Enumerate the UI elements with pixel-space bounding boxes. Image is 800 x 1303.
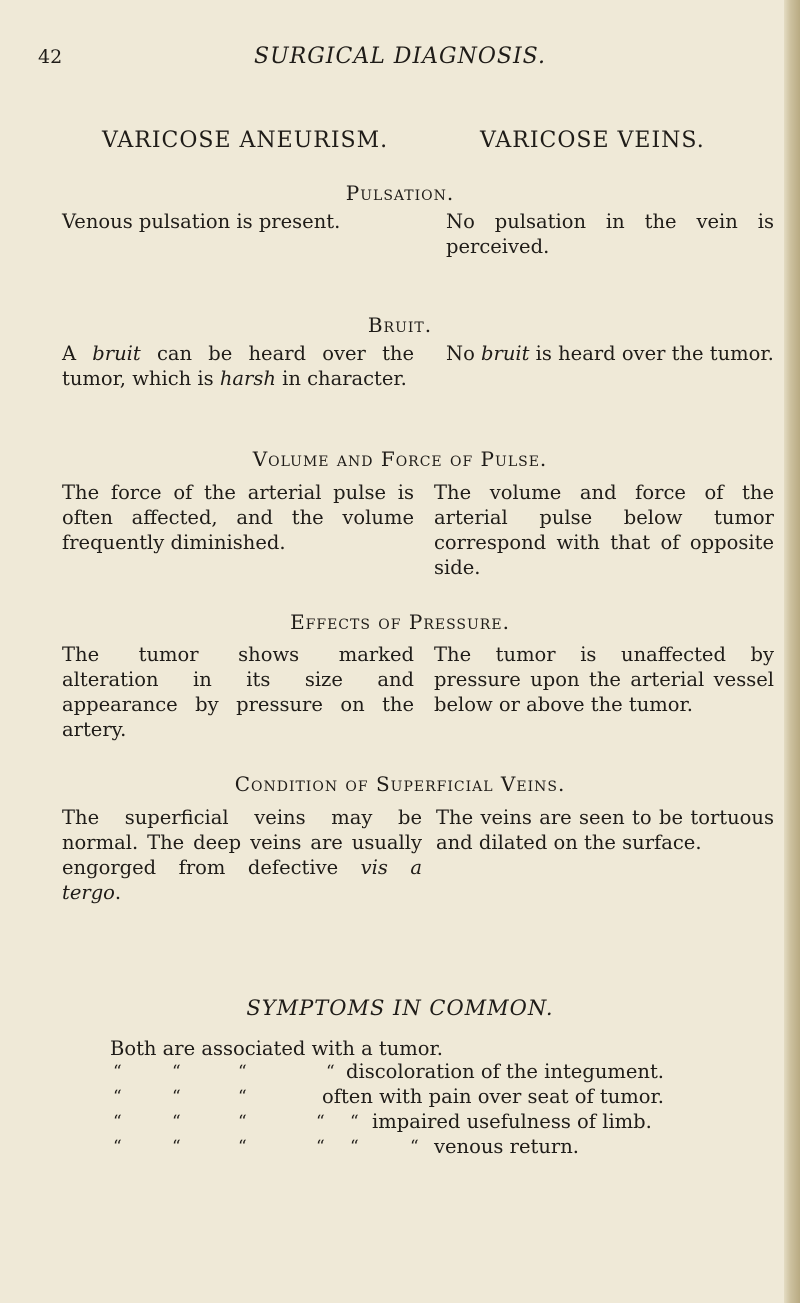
running-head: SURGICAL DIAGNOSIS. [254, 44, 546, 69]
ditto-mark: “ [238, 1062, 247, 1082]
ditto-mark: “ [113, 1137, 122, 1157]
ditto-mark: “ [172, 1137, 181, 1157]
volume-force-left-text: The force of the arterial pulse is often affected, and the volume frequently diminished. [62, 481, 414, 554]
effects-pressure-right-text: The tumor is unaffected by pressure upon the arterial vessel below or above the tumor. [434, 643, 774, 716]
ditto-mark: “ [113, 1112, 122, 1132]
common-first-line: Both are associated with a tumor. [110, 1037, 443, 1060]
pulsation-right-text: No pulsation in the vein is perceived. [446, 210, 774, 258]
ditto-mark: “ [172, 1062, 181, 1082]
common-line-2: often with pain over seat of tumor. [322, 1085, 664, 1108]
symptoms-in-common-title: SYMPTOMS IN COMMON. [246, 996, 554, 1020]
page-number: 42 [38, 46, 63, 68]
ditto-mark: “ [350, 1137, 359, 1157]
pulsation-left-text: Venous pulsation is present. [62, 210, 341, 233]
ditto-mark: “ [350, 1112, 359, 1132]
ditto-mark: “ [410, 1137, 419, 1157]
ditto-mark: “ [316, 1112, 325, 1132]
volume-force-right-text: The volume and force of the arterial pulse below tumor correspond with that of opposite side. [434, 481, 774, 579]
section-title-volume-force: Volume and Force of Pulse. [252, 447, 548, 471]
ditto-mark: “ [326, 1062, 335, 1082]
effects-pressure-left-text: The tumor shows marked alteration in its size and appearance by pressure on the artery. [62, 643, 414, 741]
ditto-mark: “ [238, 1112, 247, 1132]
ditto-mark: “ [113, 1087, 122, 1107]
superficial-veins-left-text: The superficial veins may be normal. The deep veins are usually engorged from defective vis a tergo. [62, 806, 422, 904]
common-line-4: venous return. [434, 1135, 579, 1158]
bruit-left-text: A bruit can be heard over the tumor, which is harsh in character. [62, 342, 415, 390]
section-title-bruit: Bruit. [367, 313, 433, 337]
column-heading-right: VARICOSE VEINS. [480, 128, 705, 153]
ditto-mark: “ [172, 1087, 181, 1107]
ditto-mark: “ [316, 1137, 325, 1157]
section-title-pulsation: Pulsation. [345, 181, 455, 205]
ditto-mark: “ [238, 1087, 247, 1107]
superficial-veins-right-text: The veins are seen to be tortuous and dilated on the surface. [436, 806, 774, 854]
bruit-right-text: No bruit is heard over the tumor. [446, 342, 774, 365]
common-line-3: impaired usefulness of limb. [372, 1110, 652, 1133]
column-heading-left: VARICOSE ANEURISM. [102, 128, 389, 153]
ditto-mark: “ [113, 1062, 122, 1082]
section-title-effects-pressure: Effects of Pressure. [290, 610, 510, 634]
section-title-superficial-veins: Condition of Superficial Veins. [234, 772, 566, 796]
ditto-mark: “ [172, 1112, 181, 1132]
common-line-1: discoloration of the integument. [346, 1060, 665, 1083]
ditto-mark: “ [238, 1137, 247, 1157]
